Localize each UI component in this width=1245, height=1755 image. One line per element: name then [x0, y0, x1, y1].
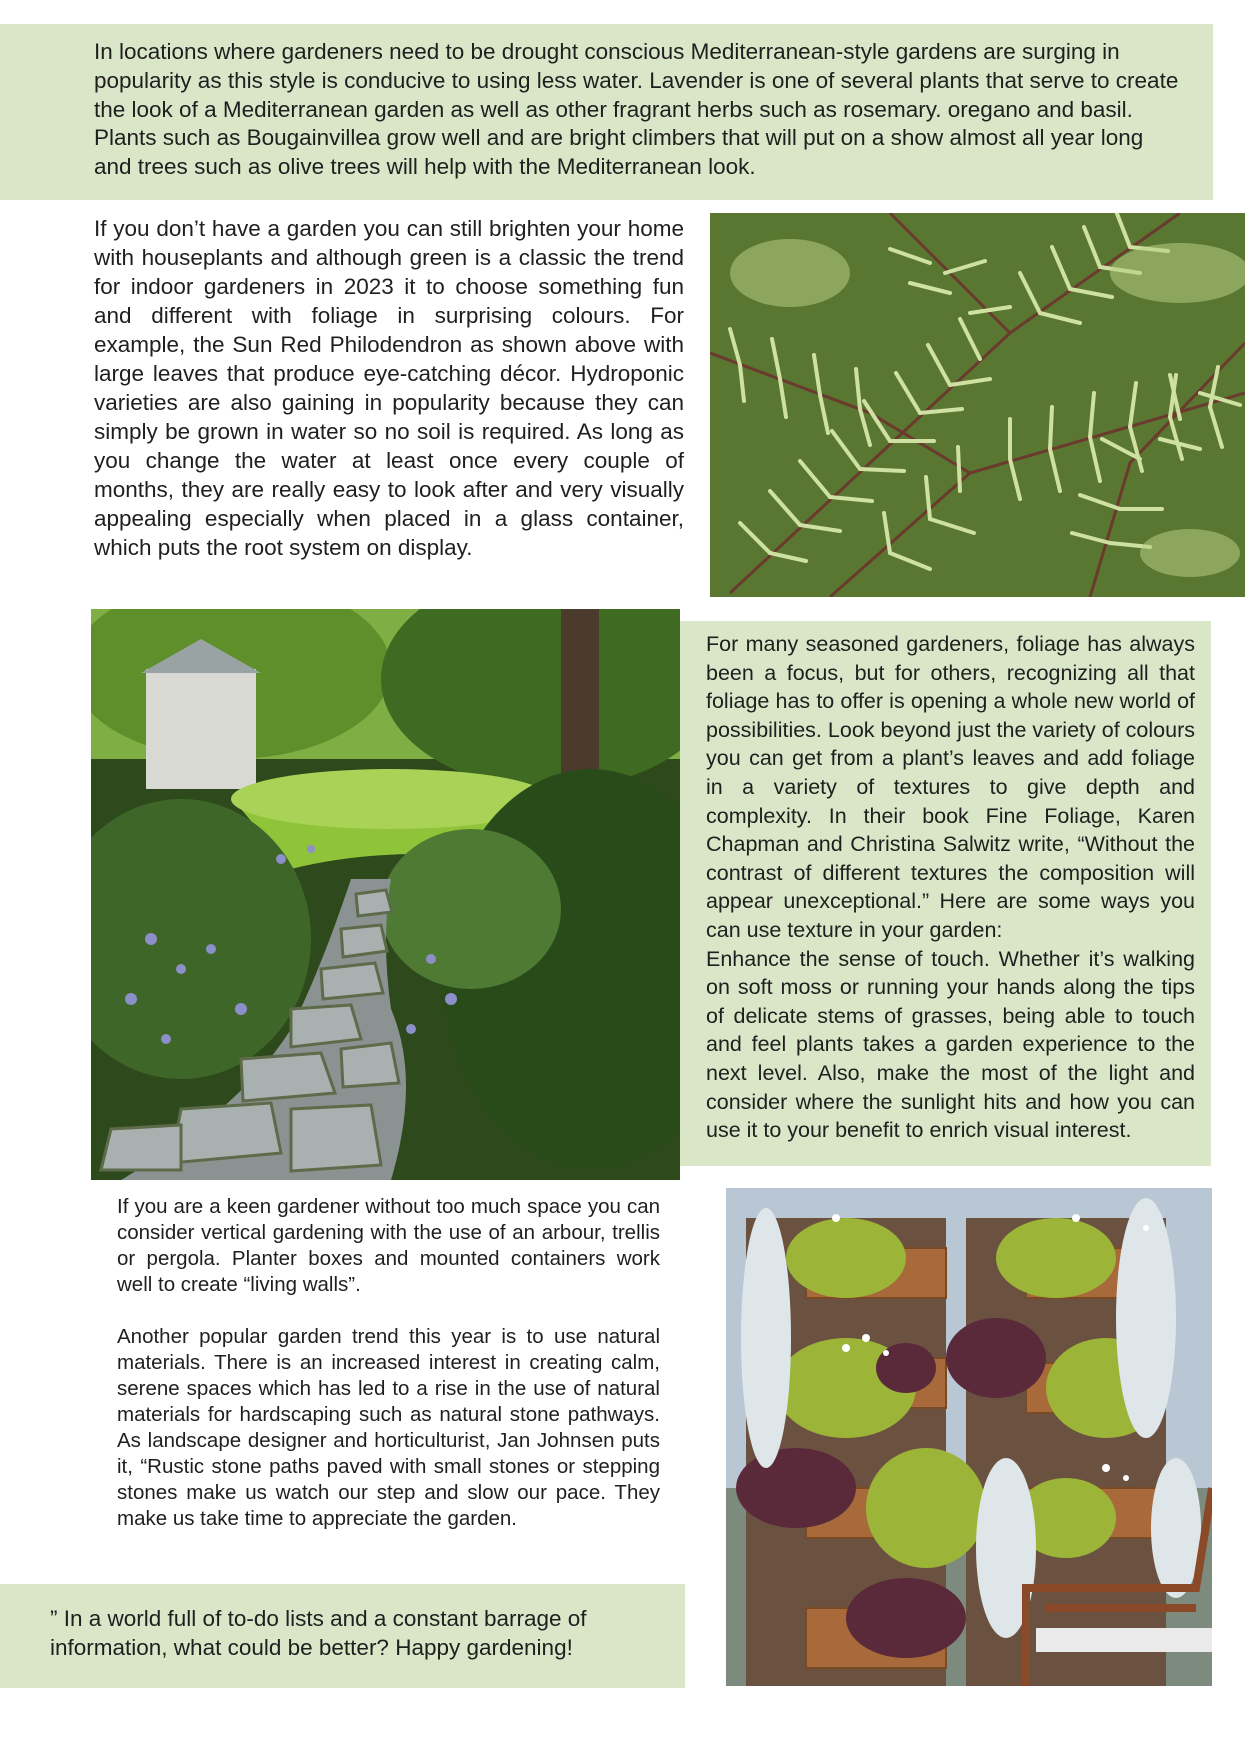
fern-foliage-photo — [710, 213, 1245, 597]
houseplants-section — [94, 214, 684, 562]
closing-quote-text: ” In a world full of to-do lists and a constant barrage of information, what could be better? Happy gardening! — [50, 1606, 587, 1660]
natural-materials-paragraph: Another popular garden trend this year is to use natural materials. There is an increased interest in creating calm, serene spaces which has led to a rise in the use of natural materials for hardscaping such as natural stone pathways. As landscape designer and horticulturist, Jan Johnsen puts it, “Rustic stone paths paved with small stones or stepping stones make us watch our step and slow our pace. They make us take time to appreciate the garden. — [117, 1325, 660, 1530]
vertical-gardening-paragraph: If you are a keen gardener without too much space you can consider vertical gardening with the use of an arbour, trellis or pergola. Planter boxes and mounted containers work well to create “living walls”. — [117, 1195, 660, 1296]
foliage-texture-callout — [680, 621, 1211, 1166]
foliage-paragraph-2: Enhance the sense of touch. Whether it’s walking on soft moss or running your hands along the tips of delicate stems of grasses, being able to touch and feel plants takes a garden experience to the next level. Also, make the most of the light and consider where the sunlight hits and how you can use it to your benefit to enrich visual interest. — [706, 946, 1195, 1143]
closing-quote-callout — [0, 1584, 685, 1688]
living-wall-planter-photo — [726, 1188, 1212, 1686]
vertical-gardening-section — [117, 1194, 660, 1532]
foliage-paragraph-1: For many seasoned gardeners, foliage has always been a focus, but for others, recognizing all that foliage has to offer is opening a whole new world of possibilities. Look beyond just the variety of colours you can get from a plant’s leaves and add foliage in a variety of textures to give depth and complexity. In their book Fine Foliage, Karen Chapman and Christina Salwitz write, “Without the contrast of different textures the composition will appear unexceptional.” Here are some ways you can use texture in your garden: — [706, 632, 1195, 942]
intro-callout — [0, 24, 1213, 200]
stone-path-garden-photo — [91, 609, 680, 1180]
intro-paragraph: In locations where gardeners need to be drought conscious Mediterranean-style gardens are surging in popularity as this style is conducive to using less water. Lavender is one of several plants that serve to create the look of a Mediterranean garden as well as other fragrant herbs such as rosemary. oregano and basil. Plants such as Bougainvillea grow well and are bright climbers that will put on a show almost all year long and trees such as olive trees will help with the Mediterranean look. — [94, 39, 1179, 180]
houseplants-paragraph: If you don’t have a garden you can still brighten your home with houseplants and although green is a classic the trend for indoor gardeners in 2023 it to choose something fun and different with foliage in surprising colours. For example, the Sun Red Philodendron as shown above with large leaves that produce eye-catching décor. Hydroponic varieties are also gaining in popularity because they can simply be grown in water so no soil is required. As long as you change the water at least once every couple of months, they are really easy to look after and very visually appealing especially when placed in a glass container, which puts the root system on display. — [94, 216, 684, 560]
